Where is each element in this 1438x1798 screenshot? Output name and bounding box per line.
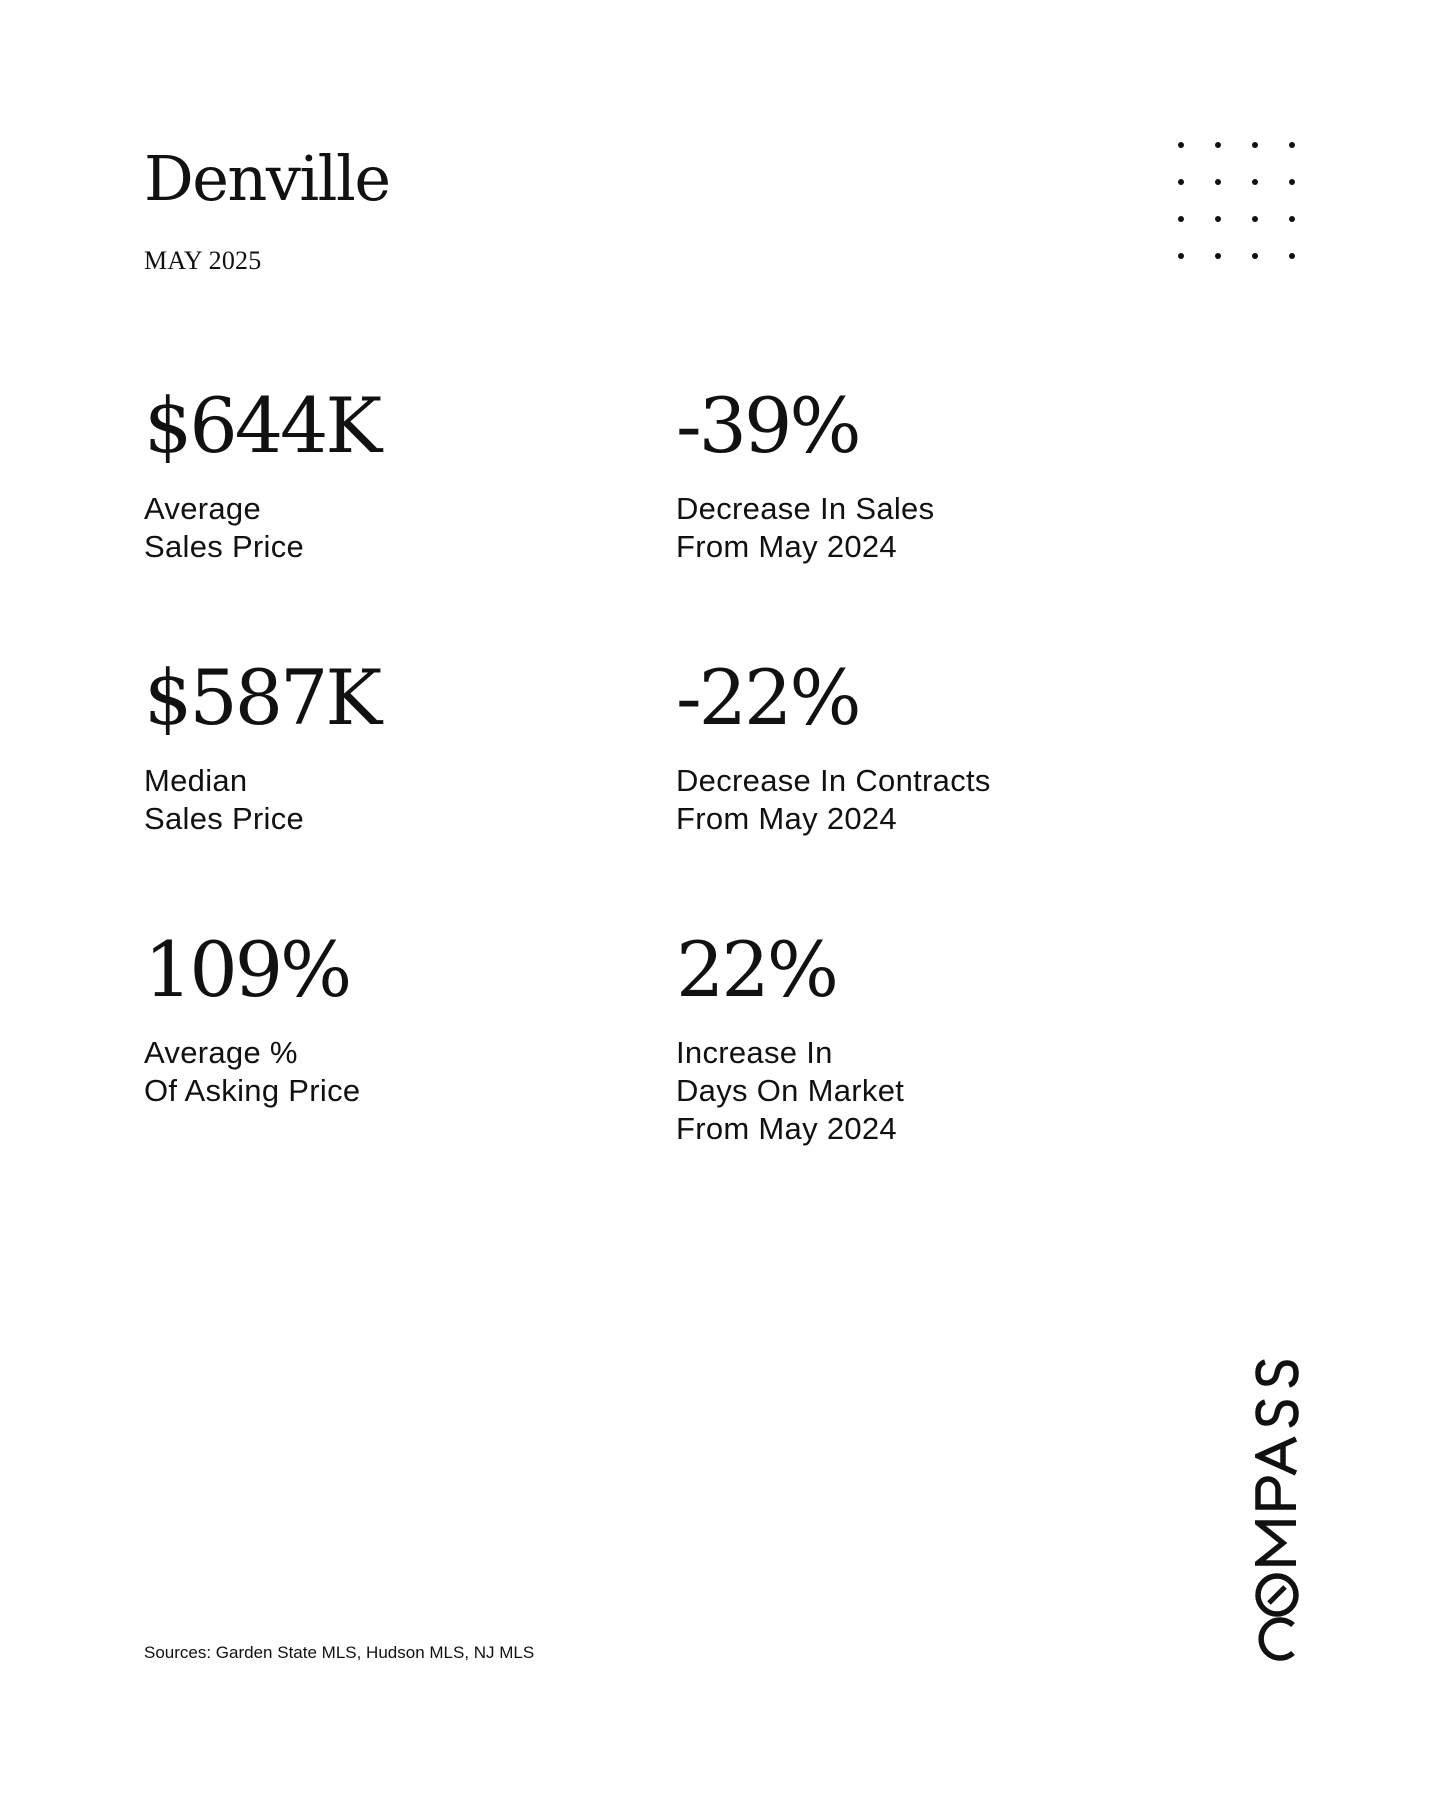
stat-value: -39% [676, 381, 859, 470]
stat-label-line: Of Asking Price [144, 1073, 361, 1108]
dot [1215, 179, 1221, 185]
stat-label [144, 762, 564, 838]
stat-label-line: Sales Price [144, 529, 305, 564]
stat-label-line: From May 2024 [676, 529, 897, 564]
compass-needle-icon [1269, 1587, 1285, 1603]
stat-days-on-market-change [676, 925, 1096, 1148]
stat-value: 22% [676, 925, 836, 1014]
stat-label-line: Median [144, 763, 248, 798]
city-title: Denville [144, 142, 390, 215]
logo-letter-p [1258, 1479, 1296, 1507]
dot [1289, 253, 1295, 259]
compass-logo [1255, 1325, 1299, 1665]
stat-percent-of-asking [144, 925, 564, 1110]
logo-letter-a [1258, 1439, 1296, 1473]
stat-label-line: Days On Market [676, 1073, 905, 1108]
stat-label-line: Sales Price [144, 801, 305, 836]
dot [1178, 179, 1184, 185]
stat-label-line: Average % [144, 1035, 298, 1070]
stat-label [676, 1034, 1096, 1148]
stat-median-sales-price [144, 653, 564, 838]
dot [1178, 142, 1184, 148]
dot [1252, 142, 1258, 148]
stat-value: $644K [144, 381, 380, 470]
logo-letter-c [1261, 1620, 1293, 1658]
dot-grid-icon [1178, 142, 1306, 270]
stat-average-sales-price [144, 381, 564, 566]
dot [1215, 216, 1221, 222]
logo-letter-m [1258, 1523, 1296, 1563]
stat-label-line: From May 2024 [676, 1111, 897, 1146]
stat-label [144, 1034, 564, 1110]
dot [1178, 216, 1184, 222]
stat-label-line: Decrease In Sales [676, 491, 935, 526]
stat-label [676, 762, 1096, 838]
stat-label [676, 490, 1096, 566]
dot [1289, 216, 1295, 222]
dot [1289, 179, 1295, 185]
report-period: MAY 2025 [144, 246, 262, 275]
dot [1289, 142, 1295, 148]
dot [1252, 179, 1258, 185]
stat-label-line: Increase In [676, 1035, 833, 1070]
stat-label-line: Average [144, 491, 262, 526]
stat-contracts-change [676, 653, 1096, 838]
stat-value: -22% [676, 653, 859, 742]
stat-label-line: Decrease In Contracts [676, 763, 991, 798]
dot [1215, 253, 1221, 259]
sources-note: Sources: Garden State MLS, Hudson MLS, NJ MLS [144, 1643, 535, 1662]
dot [1215, 142, 1221, 148]
dot [1252, 253, 1258, 259]
dot [1252, 216, 1258, 222]
stat-value: $587K [144, 653, 380, 742]
stat-label [144, 490, 564, 566]
stat-value: 109% [144, 925, 350, 1014]
dot [1178, 253, 1184, 259]
logo-letter-s [1258, 1402, 1296, 1425]
stat-label-line: From May 2024 [676, 801, 897, 836]
logo-letter-s [1258, 1362, 1296, 1385]
stat-sales-change [676, 381, 1096, 566]
